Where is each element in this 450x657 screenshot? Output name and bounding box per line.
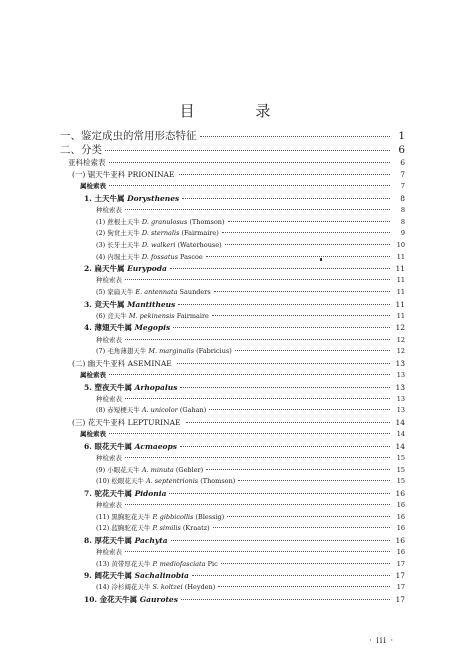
toc-entry-title: (14) 冷杉阔花天牛 S. koltzei (Heyden)	[96, 583, 216, 592]
toc-entry-page: 13	[396, 394, 405, 403]
toc-entry[interactable]	[70, 169, 405, 180]
dot-leader	[238, 480, 390, 481]
toc-entry-title: (3) 长牙土天牛 D. walkeri (Waterhouse)	[96, 241, 222, 249]
dot-leader	[181, 599, 390, 600]
toc-entry-page: 15	[396, 454, 405, 462]
dot-leader	[105, 150, 390, 151]
toc-entry[interactable]	[96, 346, 405, 355]
toc-entry-page: 10	[396, 241, 405, 249]
dot-leader	[218, 586, 390, 587]
toc-entry[interactable]	[84, 570, 405, 581]
toc-entry-title: (7) 毛角薄翅天牛 M. marginalis (Fabricius)	[96, 347, 232, 356]
toc-entry-title: (8) 赤短梗天牛 A. unicolor (Gahan)	[96, 406, 207, 415]
toc-entry-page: 17	[396, 583, 405, 592]
toc-entry[interactable]	[60, 128, 405, 143]
toc-entry-page: 16	[396, 524, 405, 533]
toc-entry-title: 二、分类	[60, 144, 102, 156]
dot-leader	[171, 540, 390, 541]
toc-entry-page: 7	[400, 182, 405, 191]
toc-entry-title: 8. 厚花天牛属 Pachyta	[84, 535, 168, 545]
toc-entry[interactable]	[84, 263, 405, 274]
dot-leader	[213, 527, 390, 528]
page-number: · iii ·	[369, 636, 394, 645]
toc-entry-title: 属检索表	[80, 430, 106, 439]
toc-entry-title: (1) 蔗根土天牛 D. granulosus (Thomson)	[96, 217, 225, 226]
toc-entry-title: (13) 黄带厚花天牛 P. mediofasciata Pic	[96, 559, 218, 568]
toc-entry[interactable]	[96, 405, 405, 414]
toc-entry-page: 11	[396, 288, 405, 296]
toc-entry-title: 种检索表	[96, 501, 122, 509]
page-title: 目 录	[179, 102, 299, 120]
toc-entry-page: 11	[395, 264, 405, 274]
toc-entry-page: 16	[396, 548, 405, 556]
toc-entry-title: 9. 阔花天牛属 Sachalinobia	[84, 571, 189, 581]
toc-entry-title: (二) 幽天牛亚科 ASEMINAE	[72, 358, 172, 368]
toc-entry[interactable]	[70, 358, 405, 369]
toc-entry-page: 9	[400, 229, 405, 238]
toc-entry[interactable]	[70, 417, 405, 428]
dot-leader	[178, 304, 390, 305]
toc-entry-page: 17	[396, 559, 405, 568]
dot-leader	[179, 174, 390, 175]
toc-entry[interactable]	[96, 335, 405, 344]
toc-entry-page: 8	[400, 217, 405, 226]
toc-entry[interactable]	[96, 228, 405, 237]
toc-entry[interactable]	[84, 594, 405, 605]
toc-entry-page: 13	[395, 382, 405, 392]
toc-entry[interactable]	[96, 394, 405, 403]
toc-entry-page: 15	[396, 477, 405, 486]
toc-entry-page: 16	[395, 488, 405, 498]
toc-entry-title: (10) 松眼花天牛 A. septentrionis (Thomson)	[96, 477, 236, 486]
toc-entry-title: 10. 金花天牛属 Gaurotes	[84, 595, 178, 604]
dot-leader	[182, 198, 390, 199]
toc-entry-page: 14	[395, 441, 405, 451]
toc-entry-title: (12) 蓝胸驼花天牛 P. similis (Kraatz)	[96, 524, 210, 533]
toc-entry-title: 种检索表	[96, 548, 122, 556]
toc-entry[interactable]	[84, 441, 405, 452]
toc-entry[interactable]	[96, 523, 405, 532]
dot-leader	[180, 446, 390, 447]
dot-leader	[125, 279, 390, 280]
dot-leader	[200, 136, 391, 137]
toc-entry-page: 11	[396, 252, 405, 261]
toc-entry-title: 属检索表	[80, 371, 106, 379]
toc-entry-page: 1	[398, 130, 405, 142]
toc-entry-title: 属检索表	[80, 182, 106, 191]
dot-leader	[235, 350, 390, 351]
toc-entry[interactable]	[96, 240, 405, 249]
dot-leader	[227, 516, 390, 517]
toc-entry[interactable]	[96, 476, 405, 485]
toc-entry[interactable]	[96, 559, 405, 568]
dot-leader	[109, 433, 390, 434]
dot-leader	[225, 244, 390, 245]
dot-leader	[186, 422, 390, 423]
toc-entry-title: (11) 黑胸驼花天牛 P. gibbicollis (Blessig)	[96, 512, 225, 521]
toc-entry-page: 8	[400, 206, 405, 215]
toc-entry-title: 种检索表	[96, 206, 122, 215]
dot-leader	[125, 457, 390, 458]
toc-entry-page: 13	[396, 406, 405, 415]
toc-entry-page: 17	[395, 571, 405, 581]
dot-leader	[125, 209, 390, 210]
toc-entry-title: 种检索表	[96, 276, 122, 285]
dot-leader	[222, 232, 390, 233]
toc-entry-page: 7	[400, 170, 405, 180]
toc-entry-page: 13	[396, 371, 405, 379]
toc-entry-page: 11	[396, 311, 405, 320]
dot-leader	[173, 327, 390, 328]
toc-entry-page: 11	[395, 299, 405, 309]
toc-entry-title: 3. 竞天牛属 Mantitheus	[84, 299, 176, 309]
toc-entry[interactable]	[96, 252, 405, 261]
toc-entry-title: (4) 内堀土天牛 D. fossatus Pascoe	[96, 252, 203, 261]
toc-entry-title: 6. 眼花天牛属 Acmaeops	[84, 441, 177, 451]
toc-entry[interactable]	[96, 287, 405, 296]
toc-entry-title: (9) 小眼花天牛 A. minuta (Gebler)	[96, 465, 204, 474]
toc-entry-page: 16	[396, 501, 405, 509]
dot-leader	[109, 162, 391, 163]
dot-leader	[206, 256, 390, 257]
dot-leader	[206, 469, 390, 470]
toc-entry-page: 13	[395, 358, 405, 368]
toc-entry[interactable]	[96, 217, 405, 226]
toc-entry[interactable]	[80, 181, 405, 190]
dot-leader	[109, 374, 390, 375]
toc-entry[interactable]	[84, 299, 405, 310]
toc-entry-title: 种检索表	[96, 454, 122, 462]
dot-leader	[192, 575, 390, 576]
toc-entry-page: 12	[396, 347, 405, 356]
dot-leader	[228, 221, 391, 222]
toc-entry-title: 4. 薄翅天牛属 Megopis	[84, 323, 171, 333]
toc-entry[interactable]	[96, 512, 405, 521]
dot-leader	[169, 493, 390, 494]
toc-entry[interactable]	[84, 382, 405, 393]
toc-entry[interactable]	[96, 311, 405, 320]
toc-entry[interactable]	[96, 547, 405, 556]
toc-entry[interactable]	[60, 142, 405, 157]
dot-leader	[221, 563, 390, 564]
dot-leader	[214, 291, 390, 292]
ink-speck	[320, 258, 322, 261]
toc-entry-title: 一、鉴定成虫的常用形态特征	[60, 130, 197, 142]
toc-entry[interactable]	[80, 429, 405, 438]
toc-entry-page: 15	[396, 465, 405, 474]
toc-entry[interactable]	[84, 488, 405, 499]
toc-entry-title: (2) 狗贲土天牛 D. sternalis (Fairmaire)	[96, 229, 219, 238]
toc-entry-page: 12	[395, 323, 405, 333]
toc-entry[interactable]	[80, 370, 405, 379]
toc-entry-title: 2. 扁天牛属 Eurypoda	[84, 264, 167, 274]
toc-entry-title: (一) 锯天牛亚科 PRIONINAE	[72, 170, 175, 180]
toc-entry-title: 1. 土天牛属 Dorysthenes	[84, 194, 180, 203]
dot-leader	[125, 398, 390, 399]
toc-entry[interactable]	[96, 275, 405, 284]
dot-leader	[125, 504, 390, 505]
dot-leader	[212, 315, 390, 316]
toc-entry-page: 16	[396, 512, 405, 521]
toc-entry[interactable]	[96, 465, 405, 474]
toc-entry-title: 种检索表	[96, 335, 122, 344]
dot-leader	[209, 409, 390, 410]
toc-entry-title: 种检索表	[96, 394, 122, 403]
toc-entry-page: 12	[396, 335, 405, 344]
toc-entry[interactable]	[84, 193, 405, 204]
toc-entry[interactable]	[84, 535, 405, 546]
toc-entry-page: 17	[395, 595, 405, 604]
dot-leader	[125, 339, 390, 340]
toc-entry[interactable]	[84, 322, 405, 333]
toc-entry-title: (6) 竞天牛 M. pekinensis Fairmaire	[96, 311, 209, 320]
dot-leader	[109, 185, 390, 186]
toc-entry-page: 6	[398, 144, 405, 156]
toc-entry[interactable]	[96, 582, 405, 591]
toc-entry-page: 8	[400, 194, 405, 203]
toc-entry-title: 7. 驼花天牛属 Pidonia	[84, 488, 167, 498]
toc-entry-page: 14	[395, 418, 405, 427]
toc-entry-page: 6	[400, 158, 405, 167]
dot-leader	[177, 363, 390, 364]
toc-entry-page: 14	[396, 430, 405, 439]
toc-entry[interactable]	[68, 157, 405, 168]
toc-entry-page: 11	[396, 276, 405, 285]
dot-leader	[125, 551, 390, 552]
toc-entry[interactable]	[96, 205, 405, 214]
toc-entry[interactable]	[96, 453, 405, 462]
toc-entry-title: 5. 塑夜天牛属 Arhopalus	[84, 382, 178, 392]
toc-entry-page: 16	[395, 535, 405, 545]
dot-leader	[180, 387, 390, 388]
dot-leader	[170, 268, 390, 269]
toc-entry-title: 亚科检索表	[68, 158, 106, 167]
toc-entry-title: (5) 家扁天牛 E. antennata Saunders	[96, 288, 211, 296]
toc-entry[interactable]	[96, 500, 405, 509]
toc-entry-title: (三) 花天牛亚科 LEPTURINAE	[72, 418, 181, 427]
